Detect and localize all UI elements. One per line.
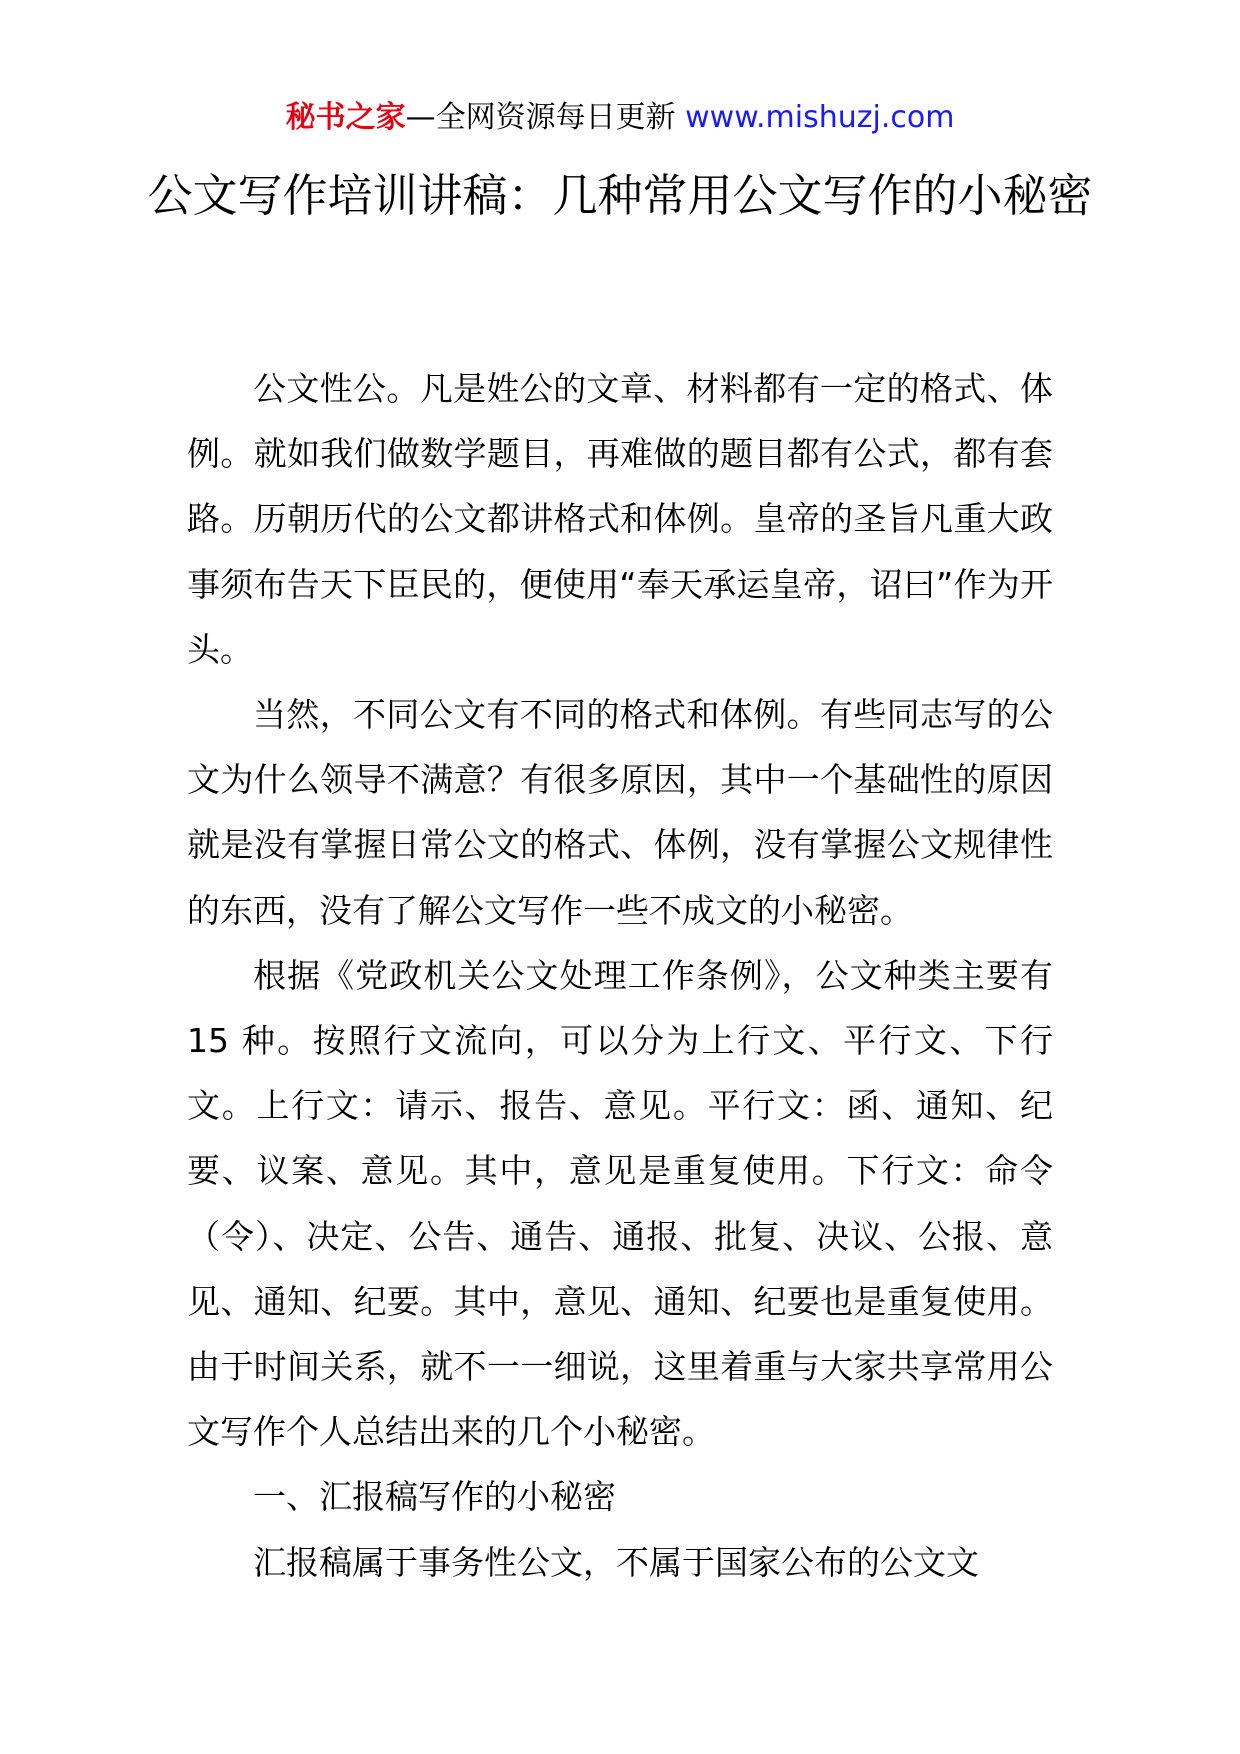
site-url-link[interactable]: www.mishuzj.com	[685, 100, 955, 135]
document-body	[187, 356, 1053, 1595]
section-heading: 一、汇报稿写作的小秘密	[253, 1477, 616, 1517]
header-separator: —	[405, 100, 436, 135]
brand-name: 秘书之家	[285, 100, 406, 135]
site-header	[0, 98, 1240, 138]
document-title: 公文写作培训讲稿：几种常用公文写作的小秘密	[147, 169, 1093, 222]
paragraph-3: 根据《党政机关公文处理工作条例》，公文种类主要有 15 种。按照行文流向，可以分为上行文、平行文、下行文。上行文：请示、报告、意见。平行文：函、通知、纪要、议案、意见。其中，意见是重复使用。下行文：命令（令）、决定、公告、通告、通报、批复、决议、公报、意见、通知、纪要。其中，意见、通知、纪要也是重复使用。由于时间关系，就不一一细说，这里着重与大家共享常用公文写作个人总结出来的几个小秘密。	[187, 955, 1053, 1452]
header-tagline: 全网资源每日更新	[435, 100, 676, 135]
paragraph-4: 汇报稿属于事务性公文，不属于国家公布的公文文	[253, 1542, 979, 1582]
paragraph-1: 公文性公。凡是姓公的文章、材料都有一定的格式、体例。就如我们做数学题目，再难做的题目都有公式，都有套路。历朝历代的公文都讲格式和体例。皇帝的圣旨凡重大政事须布告天下臣民的，便使用“奉天承运皇帝，诏曰”作为开头。	[187, 369, 1053, 669]
paragraph-2: 当然，不同公文有不同的格式和体例。有些同志写的公文为什么领导不满意？有很多原因，其中一个基础性的原因就是没有掌握日常公文的格式、体例，没有掌握公文规律性的东西，没有了解公文写作一些不成文的小秘密。	[187, 695, 1053, 930]
